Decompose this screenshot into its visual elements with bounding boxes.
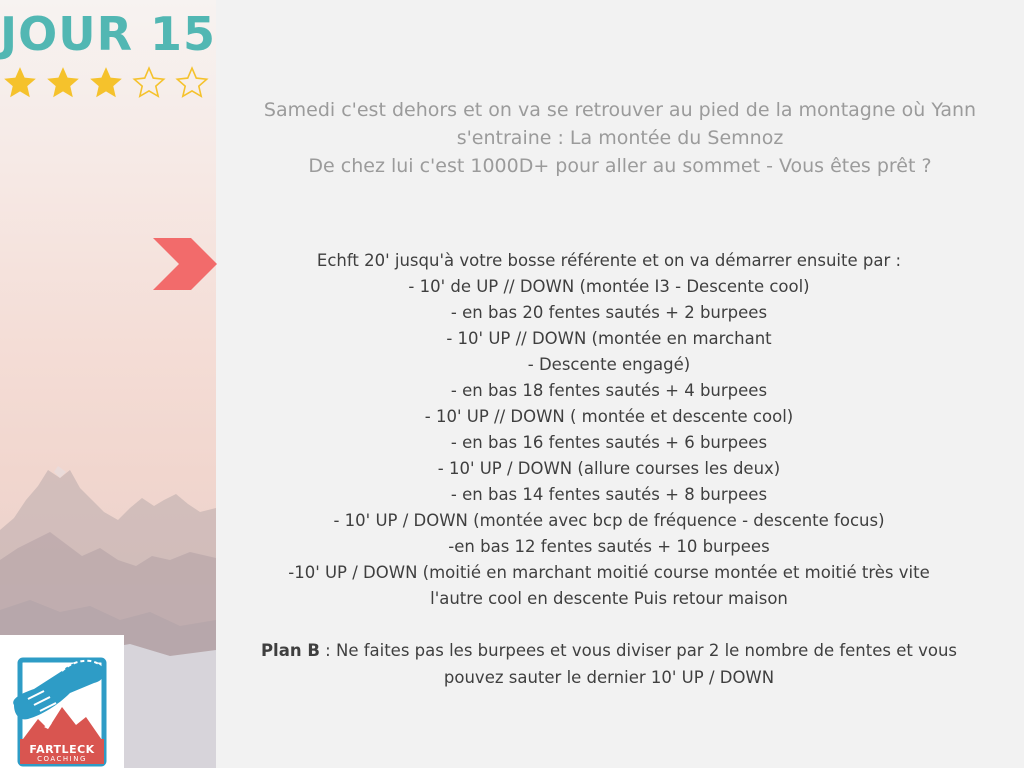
intro-line: s'entraine : La montée du Semnoz — [456, 127, 784, 149]
workout-line: -10' UP / DOWN (moitié en marchant moitié course montée et moitié très vite — [288, 563, 930, 582]
workout-line: - en bas 16 fentes sautés + 6 burpees — [450, 433, 768, 452]
star-outline-icon — [129, 64, 169, 102]
workout-line: -en bas 12 fentes sautés + 10 burpees — [448, 537, 770, 556]
plan-b-label: Plan B — [260, 641, 320, 660]
star-outline-icon — [172, 64, 212, 102]
plan-b-text: : Ne faites pas les burpees et vous diviser par 2 le nombre de fentes et vous — [319, 641, 958, 660]
workout-line: - 10' de UP // DOWN (montée I3 - Descente cool) — [408, 277, 810, 296]
workout-line: - en bas 18 fentes sautés + 4 burpees — [450, 381, 768, 400]
plan-b-line-1 — [222, 637, 996, 664]
star-filled-icon — [43, 64, 83, 102]
star-filled-icon — [0, 64, 40, 102]
workout-line: - 10' UP // DOWN (montée en marchant — [446, 329, 772, 348]
star-filled-icon — [86, 64, 126, 102]
plan-b-line-2: pouvez sauter le dernier 10' UP / DOWN — [443, 668, 775, 687]
workout-line: - en bas 14 fentes sautés + 8 burpees — [450, 485, 768, 504]
intro-line: De chez lui c'est 1000D+ pour aller au sommet - Vous êtes prêt ? — [308, 155, 932, 177]
intro-line: Samedi c'est dehors et on va se retrouver au pied de la montagne où Yann — [263, 99, 977, 121]
workout-line: l'autre cool en descente Puis retour maison — [430, 589, 788, 608]
rating-stars — [0, 64, 215, 102]
logo-name: FARTLECK — [29, 743, 95, 756]
workout-program — [222, 248, 996, 612]
workout-line: - Descente engagé) — [527, 355, 691, 374]
workout-line: - 10' UP / DOWN (montée avec bcp de fréquence - descente focus) — [333, 511, 885, 530]
workout-line: - 10' UP // DOWN ( montée et descente cool) — [424, 407, 794, 426]
chevron-right-icon — [153, 238, 217, 290]
workout-line: - en bas 20 fentes sautés + 2 burpees — [450, 303, 768, 322]
plan-b-note — [222, 637, 996, 691]
intro-text — [222, 96, 1018, 180]
running-shoe-icon — [13, 661, 104, 720]
workout-line: - 10' UP / DOWN (allure courses les deux) — [437, 459, 781, 478]
workout-line: Echft 20' jusqu'à votre bosse référente et on va démarrer ensuite par : — [316, 251, 902, 270]
logo-tagline: COACHING — [37, 755, 87, 763]
fartleck-logo — [0, 635, 124, 768]
page-title: JOUR 15 — [0, 7, 216, 61]
